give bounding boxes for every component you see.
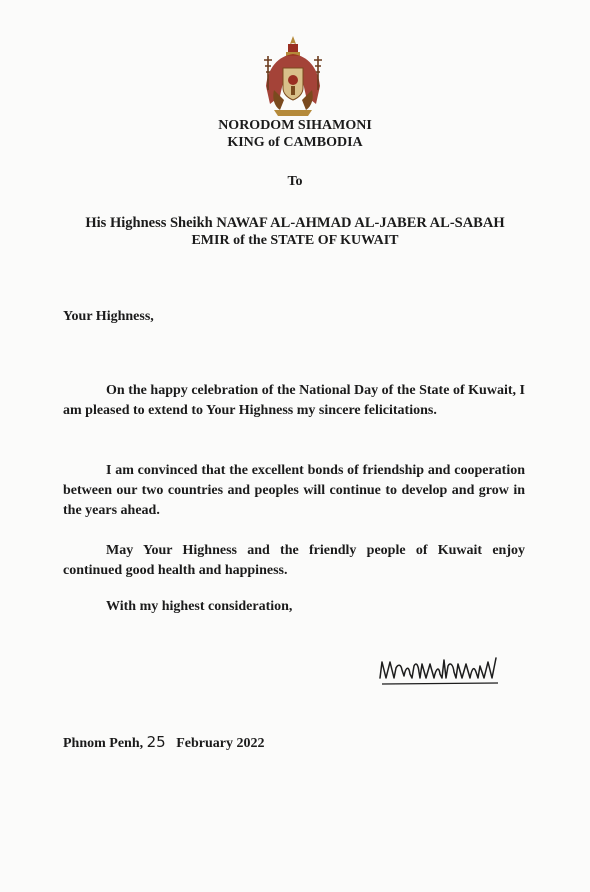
to-label: To xyxy=(287,174,303,189)
recipient-name: His Highness Sheikh NAWAF AL-AHMAD AL-JABER AL-SABAH xyxy=(85,215,505,231)
body-paragraph-3: May Your Highness and the friendly people of Kuwait enjoy continued good health and happiness. xyxy=(63,543,525,578)
recipient-block xyxy=(0,215,590,249)
recipient-title: EMIR of the STATE OF KUWAIT xyxy=(191,233,399,248)
royal-arms-emblem-icon xyxy=(260,34,326,118)
body-paragraph-1: On the happy celebration of the National Day of the State of Kuwait, I am pleased to extend to Your Highness my sincere felicitations. xyxy=(63,383,525,418)
place-name: Phnom Penh, xyxy=(63,736,144,751)
sender-block xyxy=(0,117,590,151)
sender-name: NORODOM SIHAMONI xyxy=(218,118,372,133)
closing-line: With my highest consideration, xyxy=(106,599,293,614)
sender-title: KING of CAMBODIA xyxy=(227,135,363,150)
date-line xyxy=(63,733,264,752)
body-paragraph-2: I am convinced that the excellent bonds of friendship and cooperation between our two countries and peoples will continue to develop and grow in the years ahead. xyxy=(63,463,525,518)
salutation: Your Highness, xyxy=(63,309,154,324)
signature-icon xyxy=(374,648,504,692)
date-month-year: February 2022 xyxy=(176,736,265,751)
date-day: 25 xyxy=(146,733,166,751)
